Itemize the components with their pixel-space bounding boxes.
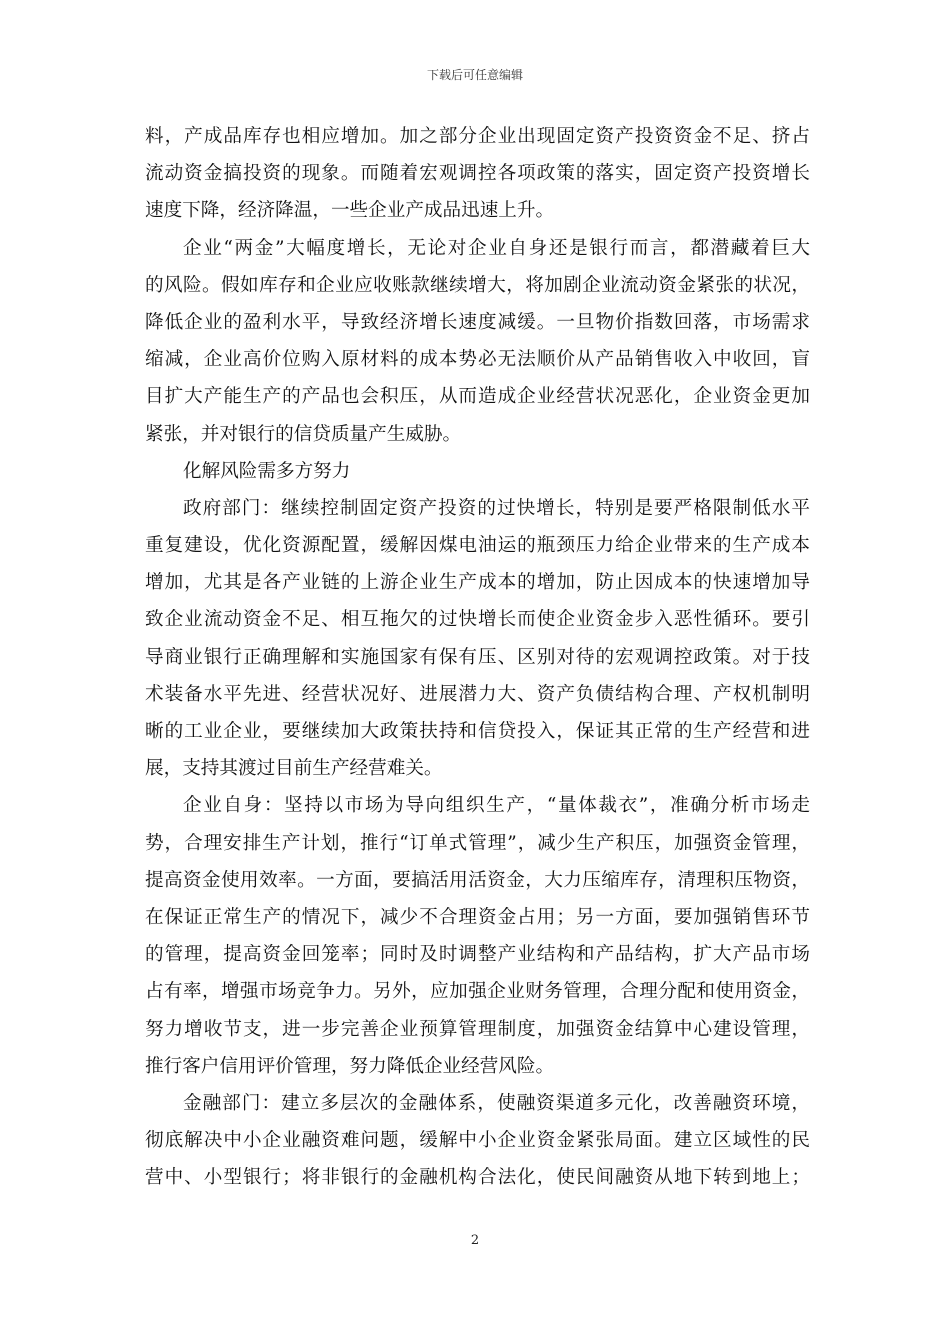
text-line: 占有率，增强市场竞争力。另外，应加强企业财务管理，合理分配和使用资金， <box>145 981 810 1003</box>
text-line: 的风险。假如库存和企业应收账款继续增大，将加剧企业流动资金紧张的状况， <box>145 274 810 296</box>
text-line: 料，产成品库存也相应增加。加之部分企业出现固定资产投资资金不足、挤占 <box>145 126 810 147</box>
text-line: 政府部门：继续控制固定资产投资的过快增长，特别是要严格限制低水平 <box>183 497 810 519</box>
text-line: 企业自身：坚持以市场为导向组织生产，“量体裁衣”，准确分析市场走 <box>183 795 810 817</box>
text-line: 流动资金搞投资的现象。而随着宏观调控各项政策的落实，固定资产投资增长 <box>145 163 810 185</box>
text-line: 导商业银行正确理解和实施国家有保有压、区别对待的宏观调控政策。对于技 <box>145 646 810 668</box>
section-heading: 化解风险需多方努力 <box>183 460 351 482</box>
text-line: 的管理，提高资金回笼率；同时及时调整产业结构和产品结构，扩大产品市场 <box>145 944 810 966</box>
text-line: 目扩大产能生产的产品也会积压，从而造成企业经营状况恶化，企业资金更加 <box>145 386 810 408</box>
text-line: 增加，尤其是各产业链的上游企业生产成本的增加，防止因成本的快速增加导 <box>145 572 810 594</box>
text-line: 晰的工业企业，要继续加大政策扶持和信贷投入，保证其正常的生产经营和进 <box>145 721 810 742</box>
text-line: 势，合理安排生产计划，推行“订单式管理”，减少生产积压，加强资金管理， <box>145 832 810 854</box>
text-line: 缩减，企业高价位购入原材料的成本势必无法顺价从产品销售收入中收回，盲 <box>145 349 810 371</box>
text-line: 努力增收节支，进一步完善企业预算管理制度，加强资金结算中心建设管理， <box>145 1018 810 1040</box>
text-line: 彻底解决中小企业融资难问题，缓解中小企业资金紧张局面。建立区域性的民 <box>145 1130 810 1152</box>
text-line: 推行客户信用评价管理，努力降低企业经营风险。 <box>145 1055 555 1077</box>
text-line: 企业“两金”大幅度增长，无论对企业自身还是银行而言，都潜藏着巨大 <box>183 237 810 259</box>
text-line: 重复建设，优化资源配置，缓解因煤电油运的瓶颈压力给企业带来的生产成本 <box>145 535 810 557</box>
text-line: 展，支持其渡过目前生产经营难关。 <box>145 758 443 780</box>
text-line: 营中、小型银行；将非银行的金融机构合法化，使民间融资从地下转到地上； <box>145 1167 810 1189</box>
text-line: 金融部门：建立多层次的金融体系，使融资渠道多元化，改善融资环境， <box>183 1092 810 1114</box>
text-line: 术装备水平先进、经营状况好、进展潜力大、资产负债结构合理、产权机制明 <box>145 683 810 705</box>
page-header: 下载后可任意编辑 <box>426 68 523 82</box>
text-line: 速度下降，经济降温，一些企业产成品迅速上升。 <box>145 200 555 222</box>
text-line: 紧张，并对银行的信贷质量产生威胁。 <box>145 423 462 445</box>
text-line: 致企业流动资金不足、相互拖欠的过快增长而使企业资金步入恶性循环。要引 <box>145 609 810 631</box>
page-number: 2 <box>470 1233 480 1248</box>
text-line: 提高资金使用效率。一方面，要搞活用活资金，大力压缩库存，清理积压物资， <box>145 869 810 891</box>
text-line: 在保证正常生产的情况下，减少不合理资金占用；另一方面，要加强销售环节 <box>145 906 810 928</box>
document-body <box>145 118 810 1196</box>
text-line: 降低企业的盈利水平，导致经济增长速度减缓。一旦物价指数回落，市场需求 <box>145 311 810 333</box>
